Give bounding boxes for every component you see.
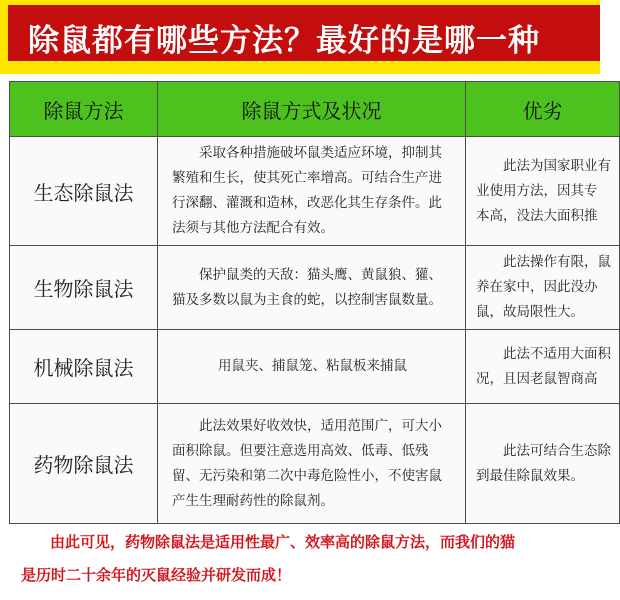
pros-cons-line: 此法可结合生态除 [503, 442, 611, 459]
pros-cons-line: 此法操作有限，鼠 [503, 254, 611, 270]
header-method: 除鼠方法 [10, 82, 158, 137]
pros-cons-line: 况，且因老鼠智商高 [476, 370, 598, 387]
method-pros-cons [466, 137, 620, 246]
pros-cons-line: 此法不适用大面积 [503, 345, 611, 362]
title-banner [0, 0, 600, 74]
table-row [10, 246, 620, 330]
method-name: 生物除鼠法 [10, 246, 158, 330]
pros-cons-line: 鼠，故局限性大。 [476, 304, 584, 320]
header-description: 除鼠方式及状况 [158, 82, 466, 137]
pros-cons-line: 业使用方法，因其专 [476, 182, 598, 199]
method-description [158, 246, 466, 330]
methods-table [9, 81, 620, 524]
method-pros-cons [466, 330, 620, 404]
method-pros-cons [466, 246, 620, 330]
method-description [158, 330, 466, 404]
table-header-row [10, 82, 620, 137]
method-name: 药物除鼠法 [10, 404, 158, 524]
pros-cons-line: 到最佳除鼠效果。 [476, 467, 584, 484]
method-name: 机械除鼠法 [10, 330, 158, 404]
method-description [158, 404, 466, 524]
method-name: 生态除鼠法 [10, 137, 158, 246]
method-description-text: 用鼠夹、捕鼠笼、粘鼠板来捕鼠 [218, 358, 407, 374]
table-row [10, 404, 620, 524]
conclusion-line: 是历时二十余年的灭鼠经验并研发而成！ [21, 566, 292, 584]
pros-cons-line: 此法为国家职业有 [503, 157, 611, 174]
method-description-text: 采取各种措施破坏鼠类适应环境，抑制其繁殖和生长，使其死亡率增高。可结合生产进行深翻、灌溉和造林，改恶化其生存条件。此法须与其他方法配合有效。 [172, 145, 442, 236]
page-title: 除鼠都有哪些方法？最好的是哪一种 [28, 23, 540, 59]
method-pros-cons [466, 404, 620, 524]
method-description [158, 137, 466, 246]
table-row [10, 137, 620, 246]
conclusion-line: 由此可见，药物除鼠法是适用性最广、效率高的除鼠方法，而我们的猫 [50, 533, 516, 551]
conclusion [0, 526, 600, 600]
header-pros-cons: 优劣 [466, 82, 620, 137]
method-description-text: 此法效果好收效快，适用范围广，可大小面积除鼠。但要注意选用高效、低毒、低残留、无污染和第二次中毒危险性小，不使害鼠产生生理耐药性的除鼠剂。 [172, 417, 442, 509]
pros-cons-line: 本高，没法大面积推 [476, 207, 598, 224]
title-box [8, 5, 600, 61]
table-row [10, 330, 620, 404]
method-description-text: 保护鼠类的天敌：猫头鹰、黄鼠狼、獾、猫及多数以鼠为主食的蛇，以控制害鼠数量。 [172, 266, 442, 308]
pros-cons-line: 养在家中，因此没办 [476, 279, 598, 295]
